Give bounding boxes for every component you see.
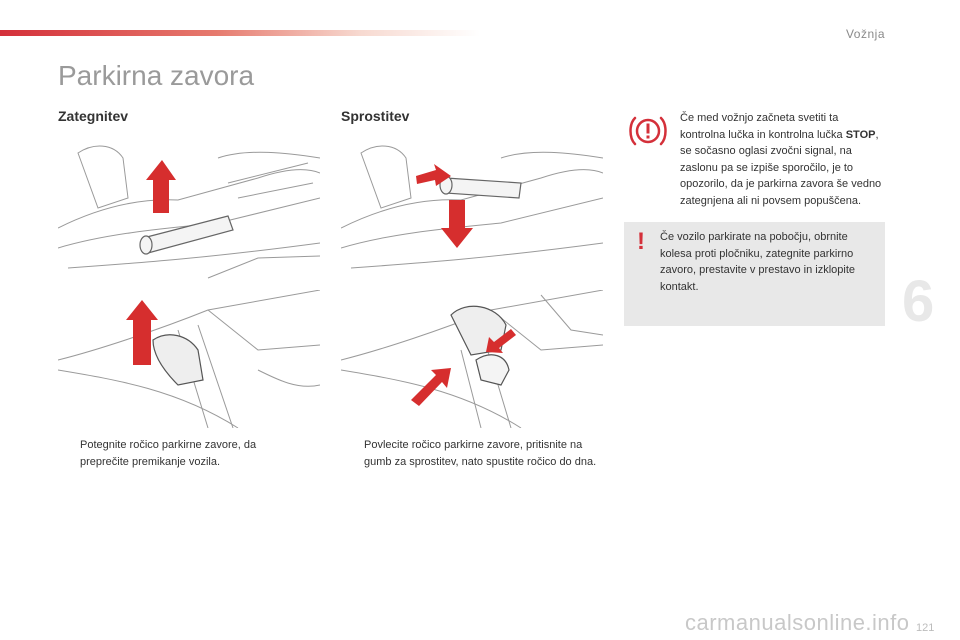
alert-text-strong: STOP	[845, 128, 876, 141]
lower-down-arrow-icon	[441, 200, 473, 248]
header-accent-bar	[0, 30, 480, 36]
caption-text: Potegnite ročico parkirne zavore, da preprečite premikanje vozila.	[80, 439, 257, 468]
note-text: Če vozilo parkirate na pobočju, obrnite kolesa proti pločniku, zategnite parkirno zavoro, prestavite v prestavo in izklopite kontakt.	[660, 231, 856, 293]
watermark: carmanualsonline.info	[685, 610, 910, 635]
brake-warning-icon	[628, 114, 668, 148]
alert-text	[680, 110, 885, 209]
caption-text: Povlecite ročico parkirne zavore, pritisnite na gumb za sprostitev, nato spustite ročico do dna.	[364, 439, 597, 468]
handbrake-release-illustration	[341, 138, 603, 286]
heading-zategnitev: Zategnitev	[58, 108, 129, 124]
chapter-number: 6	[902, 269, 935, 334]
caption-zategnitev	[80, 437, 305, 471]
handbrake-apply-illustration	[58, 138, 320, 286]
page-title: Parkirna zavora	[58, 60, 255, 91]
page-number: 121	[916, 622, 935, 634]
alert-text-part: , se sočasno oglasi zvočni signal, na zaslonu pa se izpiše sporočilo, je to opozorilo, da je parkirna zavora še vedno zategnjena ali ni povsem popuščena.	[680, 128, 882, 207]
handbrake-release-detail-illustration	[341, 290, 603, 428]
chapter-title: Vožnja	[845, 27, 885, 41]
exclamation-icon: !	[637, 228, 645, 255]
lower-down-arrow-icon	[411, 368, 451, 406]
pull-up-arrow-icon	[146, 160, 176, 213]
heading-sprostitev: Sprostitev	[341, 108, 410, 124]
note-box	[624, 222, 885, 326]
caption-sprostitev	[364, 437, 602, 471]
alert-text-part: Če med vožnjo začneta svetiti ta kontrolna lučka in kontrolna lučka	[680, 112, 846, 141]
handbrake-apply-detail-illustration	[58, 290, 320, 428]
pull-up-arrow-icon	[126, 300, 158, 365]
